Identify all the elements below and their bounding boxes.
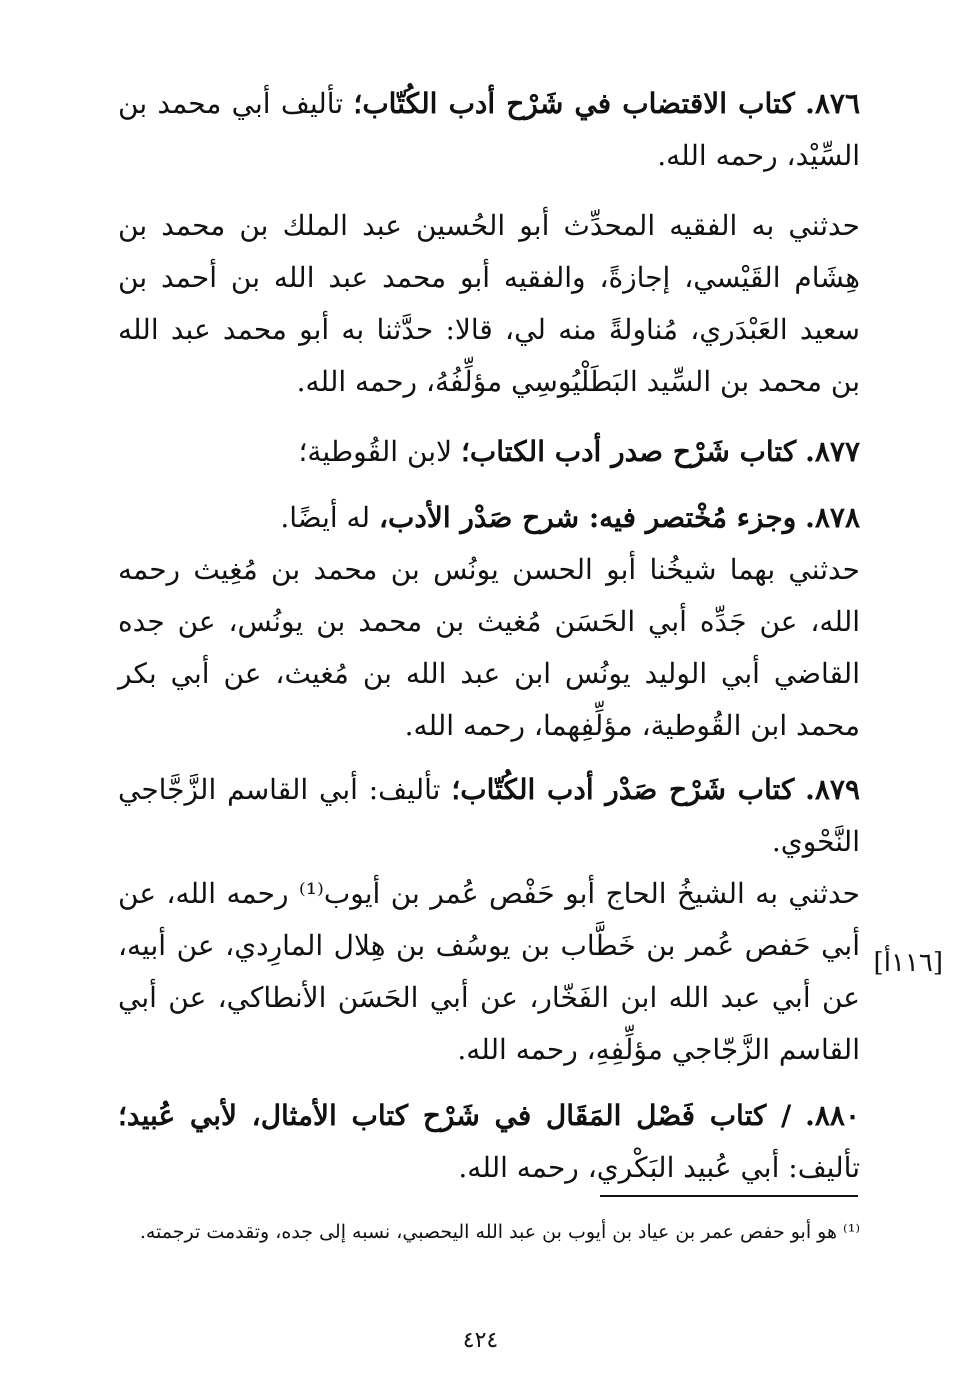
- entry-title: كتاب شَرْح صدر أدب الكتاب؛: [460, 435, 797, 468]
- entry-text: تأليف: أبي القاسم الزَّجَّاجي النَّحْوي.: [118, 773, 860, 858]
- entry-number: ٨٧٧.: [805, 435, 860, 468]
- entry-878: [118, 492, 860, 544]
- footnote: ⁽¹⁾ هو أبو حفص عمر بن عياد بن أيوب بن عبد الله اليحصبي، نسبه إلى جده، وتقدمت ترجمته.: [139, 1221, 860, 1243]
- margin-folio-note: [١١٦أ]: [873, 948, 943, 978]
- entry-880: [118, 1090, 860, 1194]
- entry-title: كتاب شَرْح صَدْر أدب الكُتّاب؛: [451, 773, 795, 806]
- entry-number: ٨٨٠.: [805, 1099, 860, 1132]
- entry-text: تأليف: أبي عُبيد البَكْري، رحمه الله.: [458, 1151, 860, 1184]
- entry-text: تأليف أبي محمد بن السِّيْد، رحمه الله.: [118, 87, 860, 172]
- entry-number: ٨٧٨.: [805, 501, 860, 534]
- entry-877: [118, 426, 860, 478]
- entry-title: وجزء مُخْتصر فيه: شرح صَدْر الأدب،: [379, 501, 797, 534]
- page-number: ٤٢٤: [462, 1328, 499, 1353]
- entry-title: / كتاب فَصْل المَقَال في شَرْح كتاب الأمثال، لأبي عُبيد؛: [118, 1099, 792, 1132]
- entry-text: له أيضًا.: [280, 501, 371, 534]
- entry-number: ٨٧٦.: [805, 87, 861, 120]
- entry-876: [118, 78, 860, 182]
- entry-879: [118, 764, 860, 868]
- entry-number: ٨٧٩.: [805, 773, 861, 806]
- paragraph-879-chain: حدثني به الشيخُ الحاج أبو حَفْص عُمر بن أيوب⁽¹⁾ رحمه الله، عن أبي حَفص عُمر بن خَطَّاب بن يوسُف بن هِلال المارِدي، عن أبيه، عن أبي عبد الله ابن الفَخّار، عن أبي الحَسَن الأنطاكي، عن أبي القاسم الزَّجّاجي مؤلِّفِهِ، رحمه الله.: [118, 877, 861, 1066]
- footnote-divider: [600, 1195, 858, 1197]
- main-text: [118, 78, 860, 1194]
- entry-title: كتاب الاقتضاب في شَرْح أدب الكُتّاب؛: [353, 87, 795, 120]
- entry-text: لابن القُوطية؛: [298, 435, 453, 468]
- paragraph-878-chain: حدثني بهما شيخُنا أبو الحسن يونُس بن محمد بن مُغِيث رحمه الله، عن جَدِّه أبي الحَسَن مُغيث بن محمد بن يونُس، عن جده القاضي أبي الوليد يونُس ابن عبد الله بن مُغيث، عن أبي بكر محمد ابن القُوطية، مؤلِّفِهما، رحمه الله.: [118, 553, 860, 742]
- paragraph-876-chain: حدثني به الفقيه المحدِّث أبو الحُسين عبد الملك بن محمد بن هِشَام القَيْسي، إجازةً، والفقيه أبو محمد عبد الله بن أحمد بن سعيد العَبْدَري، مُناولةً منه لي، قالا: حدَّثنا به أبو محمد عبد الله بن محمد بن السِّيد البَطَلْيُوسِي مؤلِّفُهُ، رحمه الله.: [118, 209, 860, 398]
